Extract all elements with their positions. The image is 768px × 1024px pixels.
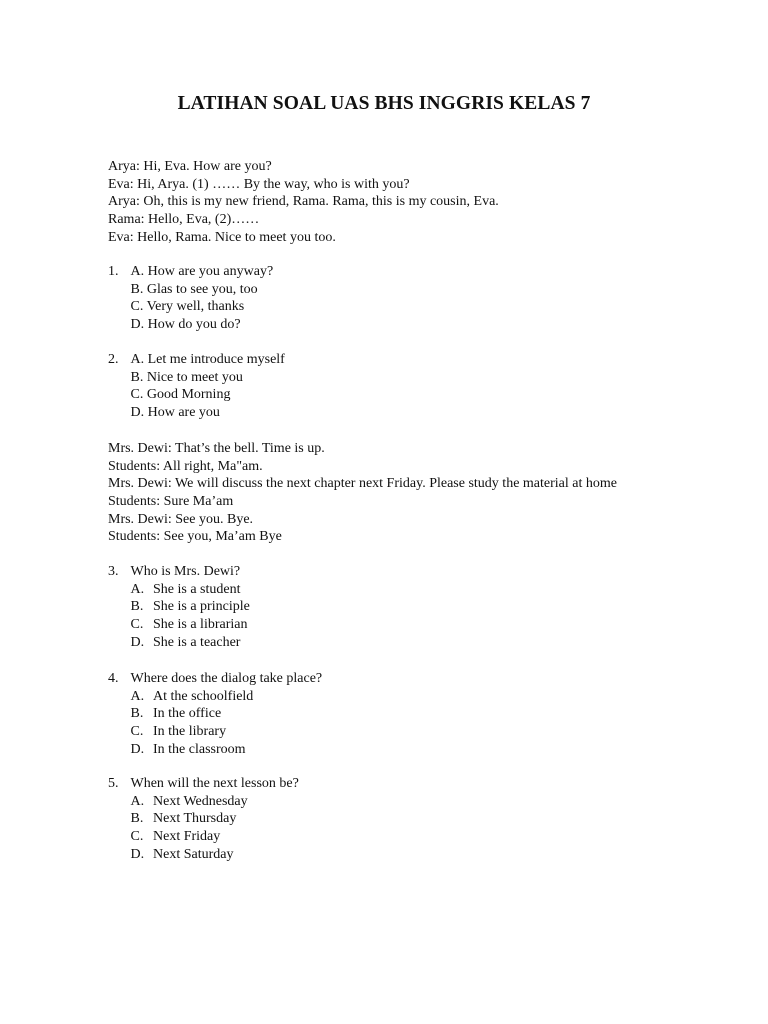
question-number: 5. (108, 776, 119, 791)
question-text: Where does the dialog take place? (130, 671, 323, 686)
option-text: She is a principle (153, 599, 250, 615)
option-text: Next Wednesday (153, 793, 248, 809)
option-letter: B. (130, 599, 144, 615)
question-number: 2. (108, 352, 119, 367)
option-text: She is a student (153, 581, 241, 597)
option-letter: C. (130, 724, 144, 740)
option-text: Next Thursday (153, 811, 237, 827)
option-letter: A. (130, 793, 145, 809)
question-number: 4. (108, 671, 119, 686)
option-letter: B. (130, 706, 144, 722)
option-text: She is a teacher (153, 634, 241, 650)
option-letter: D. (130, 741, 145, 757)
option-d: D. How are you (130, 405, 220, 421)
option-text: Next Friday (153, 829, 221, 845)
question-text: Who is Mrs. Dewi? (130, 564, 241, 579)
option-text: She is a librarian (153, 617, 248, 633)
option-letter: A. (130, 688, 145, 704)
dialog-line: Eva: Hello, Rama. Nice to meet you too. (108, 229, 336, 245)
dialog-line: Eva: Hi, Arya. (1) …… By the way, who is with you? (108, 176, 410, 192)
dialog-1 (108, 158, 499, 246)
dialog-line: Students: See you, Ma’am Bye (108, 529, 282, 545)
page-title: LATIHAN SOAL UAS BHS INGGRIS KELAS 7 (177, 93, 591, 114)
option-d: D. How do you do? (130, 317, 241, 333)
dialog-line: Arya: Oh, this is my new friend, Rama. Rama, this is my cousin, Eva. (108, 194, 499, 210)
option-letter: A. (130, 581, 145, 597)
dialog-2 (108, 440, 617, 546)
option-c: C. Good Morning (130, 387, 231, 403)
option-letter: D. (130, 846, 145, 862)
dialog-line: Students: All right, Ma"am. (108, 458, 263, 474)
option-text: In the library (153, 724, 227, 740)
option-c: C. Very well, thanks (130, 299, 245, 315)
question-number: 3. (108, 564, 119, 579)
dialog-line: Students: Sure Ma’am (108, 494, 234, 510)
question-number: 1. (108, 264, 119, 279)
option-b: B. Nice to meet you (130, 369, 243, 385)
dialog-line: Mrs. Dewi: See you. Bye. (108, 511, 254, 527)
option-text: In the office (153, 706, 222, 722)
question-text: When will the next lesson be? (130, 776, 299, 791)
option-a: A. Let me introduce myself (130, 352, 285, 367)
dialog-line: Arya: Hi, Eva. How are you? (108, 159, 272, 174)
option-letter: C. (130, 829, 144, 845)
dialog-line: Mrs. Dewi: We will discuss the next chapter next Friday. Please study the material at home (108, 476, 617, 492)
dialog-line: Rama: Hello, Eva, (2)…… (108, 212, 260, 228)
option-b: B. Glas to see you, too (130, 281, 258, 297)
option-letter: D. (130, 634, 145, 650)
option-a: A. How are you anyway? (130, 264, 274, 279)
option-text: In the classroom (153, 741, 246, 757)
dialog-line: Mrs. Dewi: That’s the bell. Time is up. (108, 441, 325, 456)
option-text: Next Saturday (153, 846, 234, 862)
option-text: At the schoolfield (153, 688, 254, 704)
option-letter: C. (130, 617, 144, 633)
option-letter: B. (130, 811, 144, 827)
